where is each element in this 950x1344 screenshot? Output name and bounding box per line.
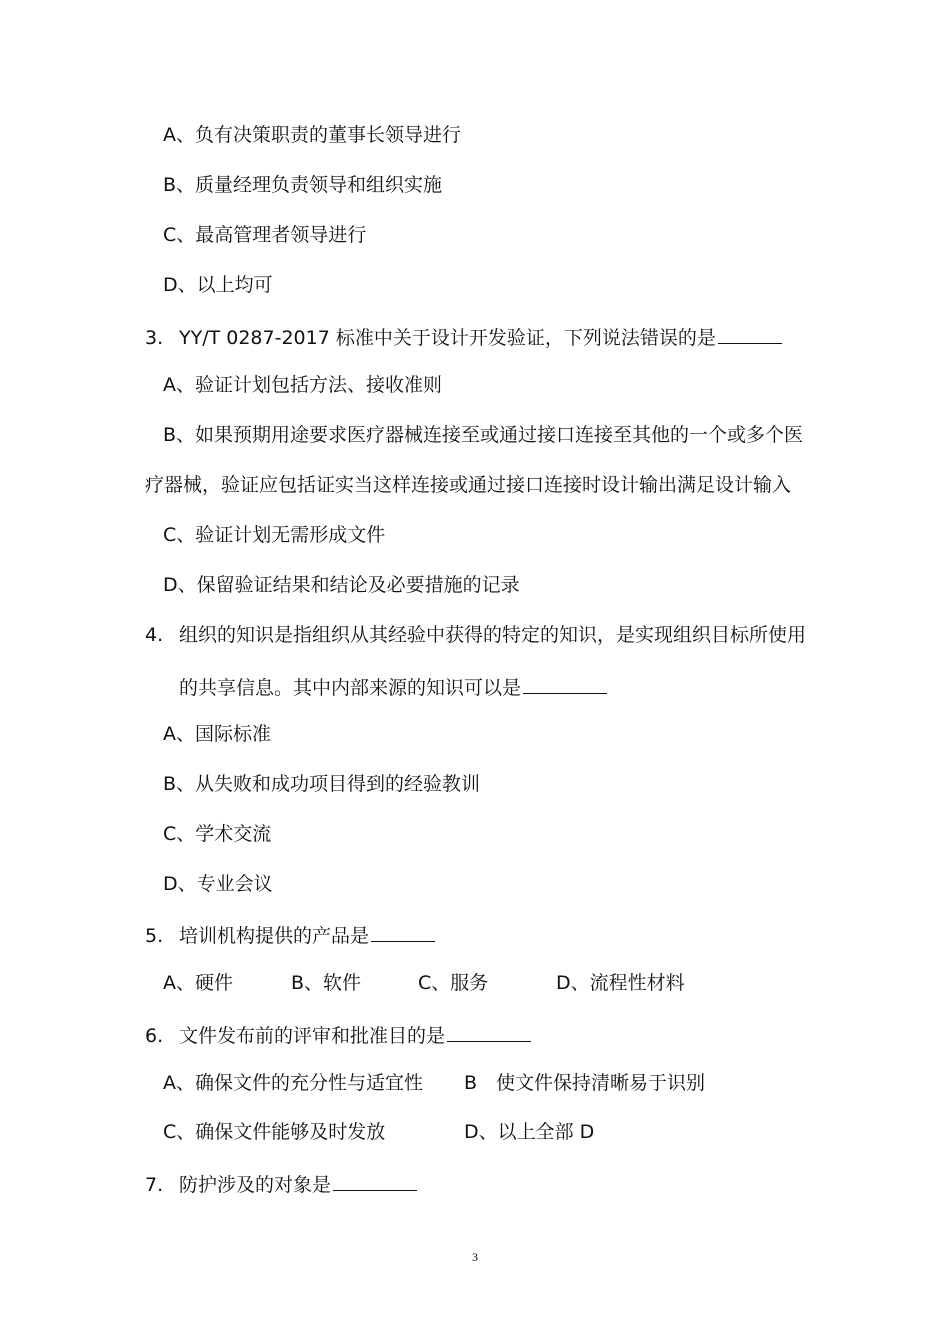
q4-stem-2: 的共享信息。其中内部来源的知识可以是 bbox=[179, 677, 522, 699]
q3-option-a: A、验证计划包括方法、接收准则 bbox=[163, 374, 442, 396]
q4-answer-blank bbox=[523, 673, 607, 694]
q6-answer-blank bbox=[447, 1021, 531, 1042]
q4-stem-line2 bbox=[179, 673, 607, 700]
q2-option-c: C、最高管理者领导进行 bbox=[163, 224, 367, 246]
q5-option-b: B、软件 bbox=[291, 972, 362, 994]
q3-number: 3. bbox=[145, 327, 164, 349]
q6-option-d: D、以上全部 D bbox=[464, 1121, 595, 1143]
q4-option-b: B、从失败和成功项目得到的经验教训 bbox=[163, 773, 481, 795]
q4-number: 4. bbox=[145, 624, 164, 646]
q6-stem: 文件发布前的评审和批准目的是 bbox=[179, 1025, 446, 1047]
q3-stem: YY/T 0287-2017 标准中关于设计开发验证，下列说法错误的是 bbox=[179, 327, 716, 349]
q6-option-a: A、确保文件的充分性与适宜性 bbox=[163, 1072, 423, 1094]
q5-option-c: C、服务 bbox=[418, 972, 489, 994]
q3-option-b-line1: B、如果预期用途要求医疗器械连接至或通过接口连接至其他的一个或多个医 bbox=[163, 424, 804, 446]
q7-stem: 防护涉及的对象是 bbox=[179, 1174, 332, 1196]
q7-stem-line bbox=[145, 1170, 417, 1197]
q2-option-a: A、负有决策职责的董事长领导进行 bbox=[163, 124, 461, 146]
q5-stem-line bbox=[145, 921, 435, 948]
q4-option-c: C、学术交流 bbox=[163, 823, 272, 845]
q7-number: 7. bbox=[145, 1174, 164, 1196]
q5-answer-blank bbox=[371, 921, 435, 942]
q3-answer-blank bbox=[718, 323, 782, 344]
q3-stem-line bbox=[145, 323, 782, 350]
q7-answer-blank bbox=[333, 1170, 417, 1191]
q6-option-b: B 使文件保持清晰易于识别 bbox=[464, 1072, 706, 1094]
q5-option-a: A、硬件 bbox=[163, 972, 233, 994]
q2-option-d: D、以上均可 bbox=[163, 274, 273, 296]
page-number: 3 bbox=[472, 1250, 478, 1264]
q3-option-d: D、保留验证结果和结论及必要措施的记录 bbox=[163, 574, 520, 596]
q5-stem: 培训机构提供的产品是 bbox=[179, 925, 370, 947]
q3-option-b-line2: 疗器械，验证应包括证实当这样连接或通过接口连接时设计输出满足设计输入 bbox=[145, 474, 792, 496]
q6-option-c: C、确保文件能够及时发放 bbox=[163, 1121, 386, 1143]
q6-number: 6. bbox=[145, 1025, 164, 1047]
q5-option-d: D、流程性材料 bbox=[556, 972, 685, 994]
q2-option-b: B、质量经理负责领导和组织实施 bbox=[163, 174, 443, 196]
q5-number: 5. bbox=[145, 925, 164, 947]
q4-option-a: A、国际标准 bbox=[163, 723, 271, 745]
q4-stem-line1 bbox=[145, 623, 806, 647]
q6-stem-line bbox=[145, 1021, 531, 1048]
q4-option-d: D、专业会议 bbox=[163, 873, 273, 895]
q3-option-c: C、验证计划无需形成文件 bbox=[163, 524, 386, 546]
q4-stem-1: 组织的知识是指组织从其经验中获得的特定的知识，是实现组织目标所使用 bbox=[179, 624, 807, 646]
